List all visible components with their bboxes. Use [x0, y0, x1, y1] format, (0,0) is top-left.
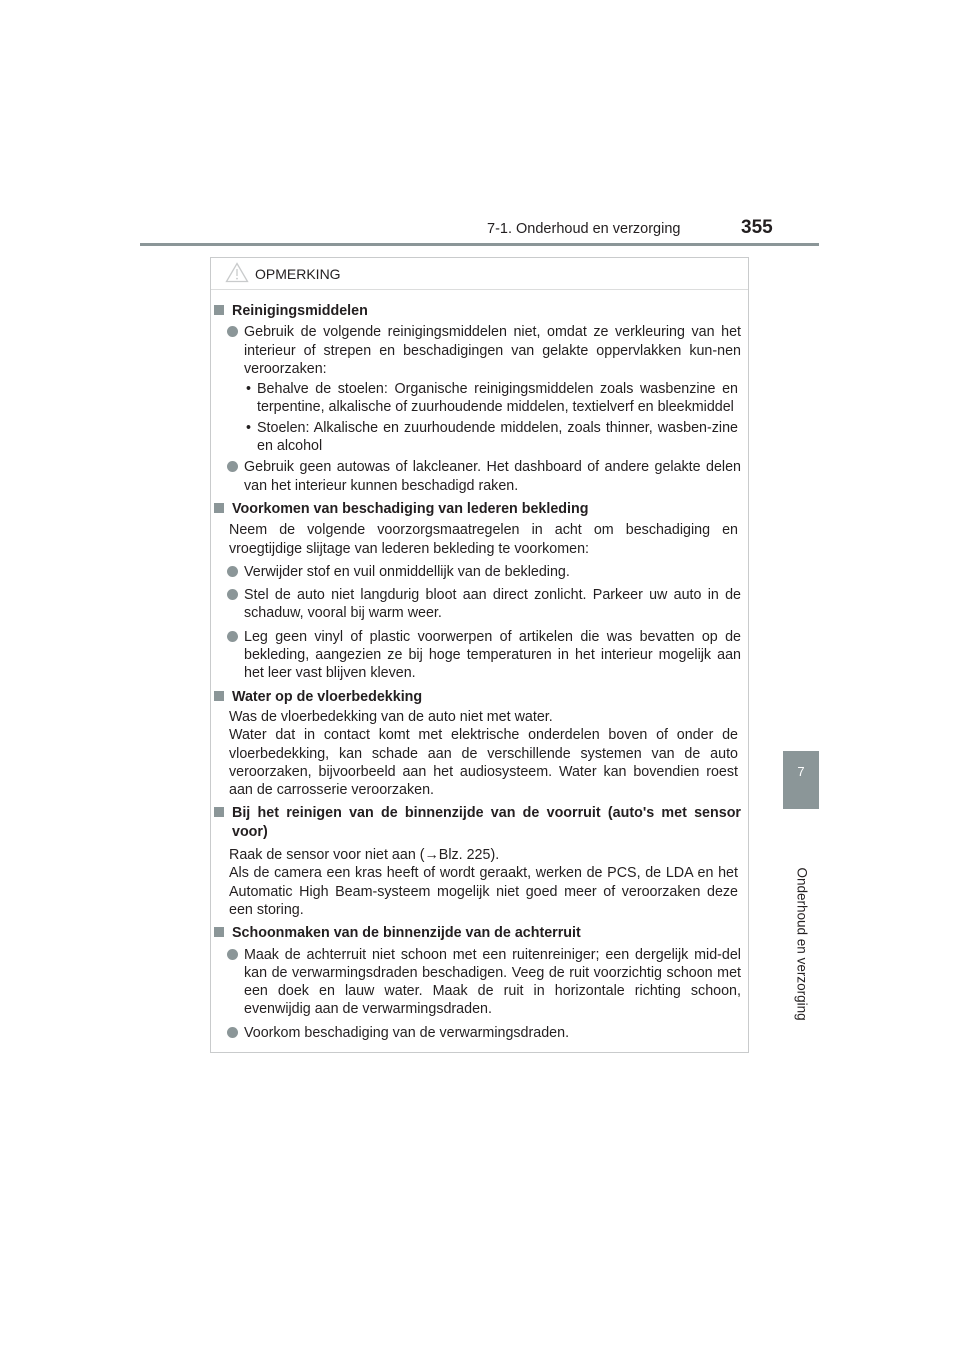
section-rear-window [211, 924, 748, 1042]
round-bullet-icon [227, 631, 238, 642]
list-item: Voorkom beschadiging van de verwarmingsdraden. [211, 1024, 748, 1042]
list-item: Maak de achterruit niet schoon met een ruitenreiniger; een dergelijk mid-del kan de verwarmingsdraden beschadigen. Veeg de ruit voorzichtig schoon met een doek en lauw water. Maak de ruit in horizontale richting schoon, evenwijdig aan de verwarmingsdraden. [211, 946, 748, 1019]
notice-title: OPMERKING [255, 266, 341, 282]
section-heading: Bij het reinigen van de binnenzijde van de voorruit (auto's met sensor voor) [214, 804, 748, 841]
paragraph: Was de vloerbedekking van de auto niet met water. [229, 708, 553, 725]
list-item: Stel de auto niet langdurig bloot aan direct zonlicht. Parkeer uw auto in de schaduw, vooral bij warm weer. [211, 586, 748, 623]
square-bullet-icon [214, 927, 224, 937]
sub-list-item: • Stoelen: Alkalische en zuurhoudende middelen, zoals thinner, wasben-zine en alcohol [246, 419, 738, 455]
square-bullet-icon [214, 305, 224, 315]
section-leather-protection [211, 500, 748, 683]
chapter-tab[interactable] [783, 751, 819, 809]
round-bullet-icon [227, 326, 238, 337]
section-heading: Schoonmaken van de binnenzijde van de achterruit [214, 924, 748, 942]
section-windshield [211, 804, 748, 919]
list-item: Leg geen vinyl of plastic voorwerpen of artikelen die was bevatten op de bekleding, aangezien ze bij hoge temperaturen in het interieur mogelijk aan het leer vast blijven kleven. [211, 628, 748, 683]
section-heading: Water op de vloerbedekking [214, 688, 748, 706]
chapter-label: Onderhoud en verzorging [794, 867, 810, 1021]
section-title: 7-1. Onderhoud en verzorging [487, 221, 681, 237]
section-cleaning-agents [211, 302, 748, 495]
round-bullet-icon [227, 1027, 238, 1038]
round-bullet-icon [227, 589, 238, 600]
notice-content [211, 302, 748, 1043]
list-item: Verwijder stof en vuil onmiddellijk van de bekleding. [211, 563, 748, 581]
round-bullet-icon [227, 461, 238, 472]
list-item: Gebruik geen autowas of lakcleaner. Het dashboard of andere gelakte delen van het interieur kunnen beschadigd raken. [211, 458, 748, 495]
section-floor-water [211, 688, 748, 800]
square-bullet-icon [214, 503, 224, 513]
round-bullet-icon [227, 566, 238, 577]
section-heading: Voorkomen van beschadiging van lederen bekleding [214, 500, 748, 518]
notice-header [211, 258, 748, 290]
warning-triangle-icon [225, 262, 249, 283]
sub-list-item: • Behalve de stoelen: Organische reinigingsmiddelen zoals wasbenzine en terpentine, alkalische of zuurhoudende middelen, textielverf en bleekmiddel [246, 381, 738, 416]
section-heading: Reinigingsmiddelen [214, 302, 748, 320]
page-number: 355 [741, 217, 773, 238]
header-divider [140, 243, 819, 246]
notice-box [210, 257, 749, 1053]
paragraph: Raak de sensor voor niet aan (→Blz. 225). [229, 847, 500, 864]
square-bullet-icon [214, 691, 224, 701]
round-bullet-icon [227, 949, 238, 960]
paragraph: Als de camera een kras heeft of wordt geraakt, werken de PCS, de LDA en het Automatic High Beam-systeem mogelijk niet goed meer of veroorzaken deze een storing. [229, 865, 738, 918]
square-bullet-icon [214, 807, 224, 817]
chapter-number: 7 [797, 764, 805, 779]
list-item: Gebruik de volgende reinigingsmiddelen niet, omdat ze verkleuring van het interieur of strepen en beschadigingen van gelakte oppervlakken kun-nen veroorzaken: [211, 323, 748, 378]
section-intro: Neem de volgende voorzorgsmaatregelen in acht om beschadiging en vroegtijdige slijtage van lederen bekleding te voorkomen: [229, 522, 738, 557]
paragraph: Water dat in contact komt met elektrische onderdelen boven of onder de vloerbedekking, kan schade aan de verschillende systemen van de auto veroorzaken, bijvoorbeeld aan het audiosysteem. Water kan bovendien roest aan de carrosserie veroorzaken. [229, 727, 738, 799]
